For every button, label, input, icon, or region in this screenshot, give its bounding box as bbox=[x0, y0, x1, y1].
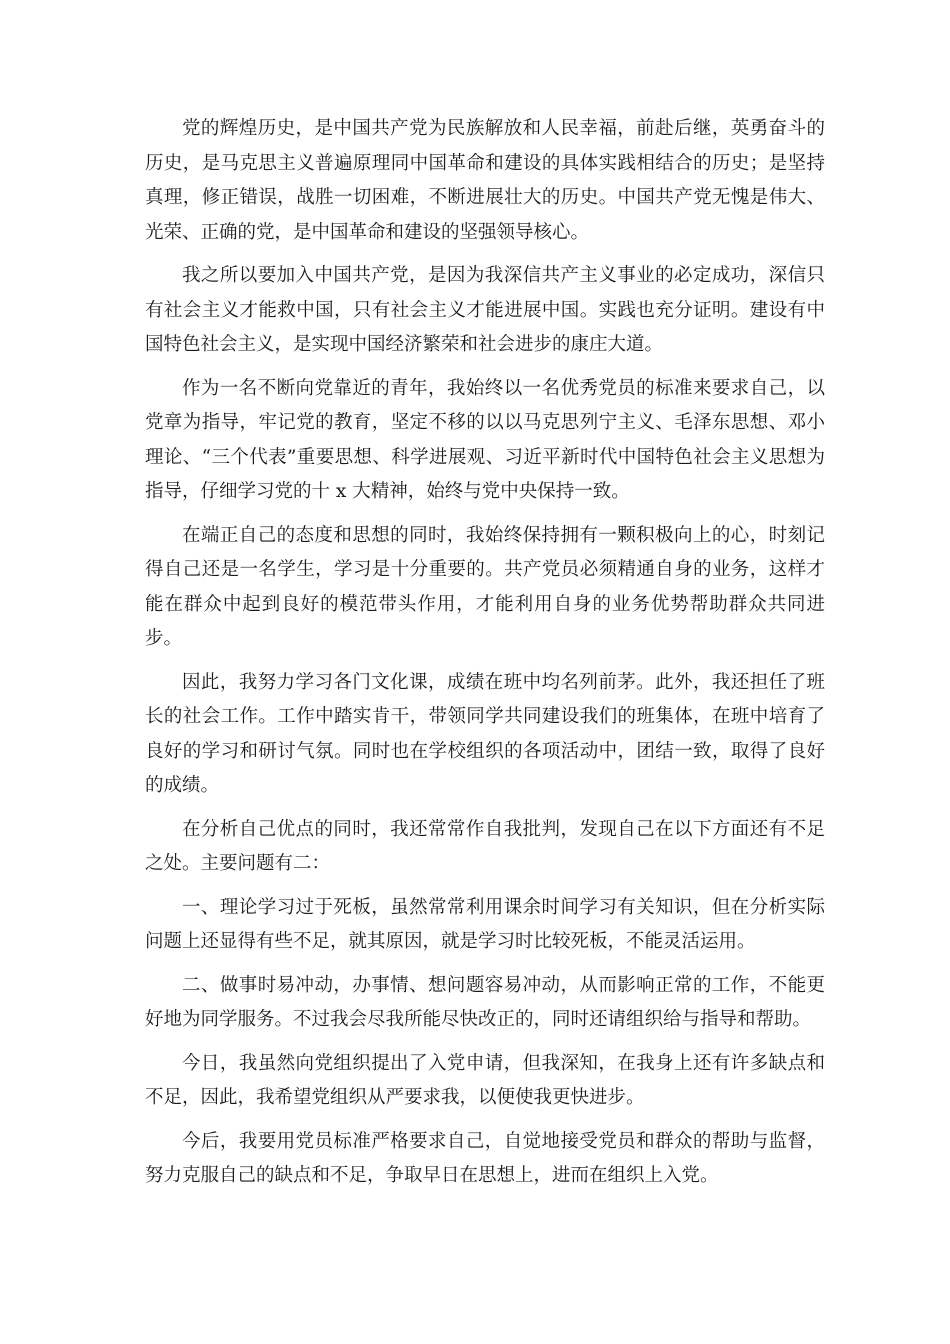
paragraph-4: 在端正自己的态度和思想的同时，我始终保持拥有一颗积极向上的心，时刻记得自己还是一名学生，学习是十分重要的。共产党员必须精通自身的业务，这样才能在群众中起到良好的模范带头作用，才能利用自身的业务优势帮助群众共同进步。 bbox=[145, 524, 825, 649]
paragraph-9: 今日，我虽然向党组织提出了入党申请，但我深知，在我身上还有许多缺点和不足，因此，我希望党组织从严要求我，以便使我更快进步。 bbox=[145, 1052, 825, 1108]
paragraph-8: 二、做事时易冲动，办事情、想问题容易冲动，从而影响正常的工作，不能更好地为同学服务。不过我会尽我所能尽快改正的，同时还请组织给与指导和帮助。 bbox=[145, 974, 825, 1030]
paragraph-10: 今后，我要用党员标准严格要求自己，自觉地接受党员和群众的帮助与监督，努力克服自己的缺点和不足，争取早日在思想上，进而在组织上入党。 bbox=[145, 1130, 825, 1186]
paragraph-3: 作为一名不断向党靠近的青年，我始终以一名优秀党员的标准来要求自己，以党章为指导，牢记党的教育，坚定不移的以以马克思列宁主义、毛泽东思想、邓小理论、“三个代表”重要思想、科学进展观、习近平新时代中国特色社会主义思想为指导，仔细学习党的十 x 大精神，始终与党中央保持一致。 bbox=[145, 377, 825, 502]
paragraph-1: 党的辉煌历史，是中国共产党为民族解放和人民幸福，前赴后继，英勇奋斗的历史，是马克思主义普遍原理同中国革命和建设的具体实践相结合的历史；是坚持真理，修正错误，战胜一切困难，不断进展壮大的历史。中国共产党无愧是伟大、光荣、正确的党，是中国革命和建设的坚强领导核心。 bbox=[145, 118, 825, 243]
paragraph-7: 一、理论学习过于死板，虽然常常利用课余时间学习有关知识，但在分析实际问题上还显得有些不足，就其原因，就是学习时比较死板，不能灵活运用。 bbox=[145, 896, 825, 952]
paragraph-6: 在分析自己优点的同时，我还常常作自我批判，发现自己在以下方面还有不足之处。主要问题有二： bbox=[145, 818, 825, 874]
document-body bbox=[145, 112, 825, 1203]
paragraph-2: 我之所以要加入中国共产党，是因为我深信共产主义事业的必定成功，深信只有社会主义才能救中国，只有社会主义才能进展中国。实践也充分证明。建设有中国特色社会主义，是实现中国经济繁荣和社会进步的康庄大道。 bbox=[145, 265, 825, 355]
paragraph-5: 因此，我努力学习各门文化课，成绩在班中均名列前茅。此外，我还担任了班长的社会工作。工作中踏实肯干，带领同学共同建设我们的班集体，在班中培育了良好的学习和研讨气氛。同时也在学校组织的各项活动中，团结一致，取得了良好的成绩。 bbox=[145, 671, 825, 796]
